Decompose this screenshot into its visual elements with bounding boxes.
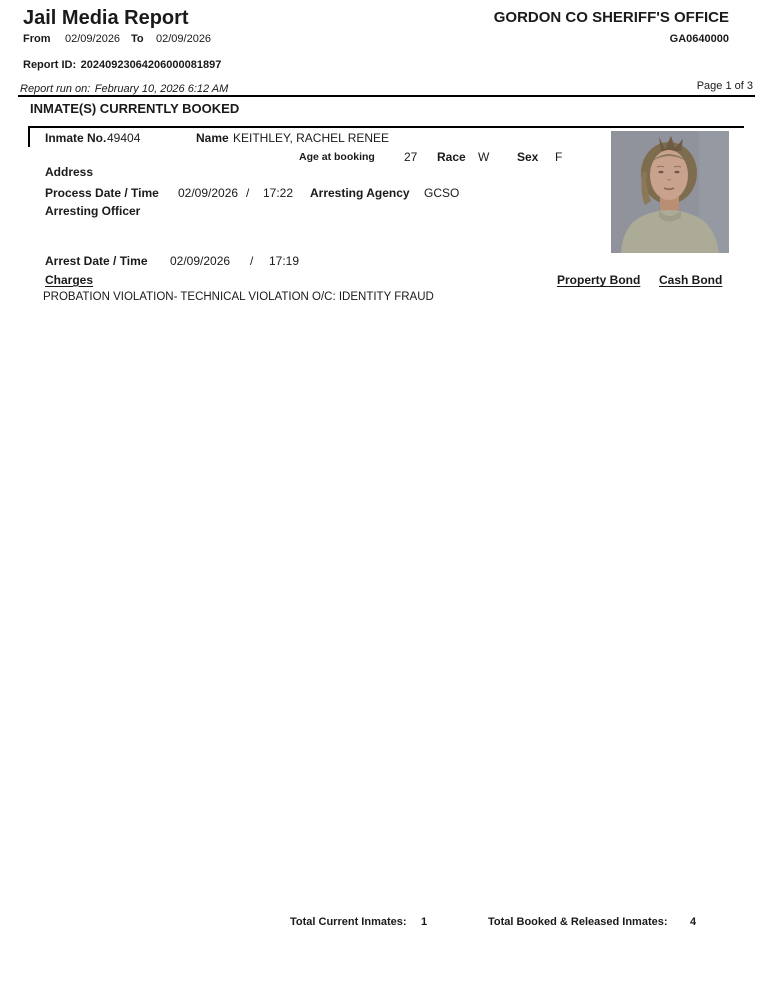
process-time-value: 17:22 xyxy=(263,186,294,200)
arresting-officer-label: Arresting Officer xyxy=(45,204,141,218)
arrest-datetime-label: Arrest Date / Time xyxy=(45,254,148,268)
total-current-value: 1 xyxy=(421,916,428,928)
run-on-value: February 10, 2026 6:12 AM xyxy=(94,83,229,95)
from-value: 02/09/2026 xyxy=(65,33,121,45)
race-value: W xyxy=(478,150,490,164)
office-name: GORDON CO SHERIFF'S OFFICE xyxy=(493,9,729,26)
sex-label: Sex xyxy=(517,150,539,164)
arresting-agency-label: Arresting Agency xyxy=(310,186,410,200)
sex-value: F xyxy=(555,150,563,164)
header-rule xyxy=(18,95,755,97)
age-at-booking-value: 27 xyxy=(404,150,418,164)
report-id-label: Report ID: xyxy=(23,59,77,71)
section-left-tick xyxy=(28,126,30,147)
run-on-label: Report run on: xyxy=(20,83,91,95)
name-label: Name xyxy=(196,131,229,145)
section-title: INMATE(S) CURRENTLY BOOKED xyxy=(30,101,240,116)
total-current-label: Total Current Inmates: xyxy=(290,916,407,928)
process-date-value: 02/09/2026 xyxy=(178,186,239,200)
name-value: KEITHLEY, RACHEL RENEE xyxy=(233,131,390,145)
process-datetime-label: Process Date / Time xyxy=(45,186,159,200)
section-rule xyxy=(28,126,744,128)
process-separator: / xyxy=(246,186,250,200)
property-bond-header: Property Bond xyxy=(557,273,641,287)
arrest-separator: / xyxy=(250,254,254,268)
cash-bond-header: Cash Bond xyxy=(659,273,723,287)
arrest-time-value: 17:19 xyxy=(269,254,300,268)
to-value: 02/09/2026 xyxy=(156,33,212,45)
charges-header: Charges xyxy=(45,273,94,287)
page-number: Page 1 of 3 xyxy=(696,80,753,92)
charge-text: PROBATION VIOLATION- TECHNICAL VIOLATION O/C: IDENTITY FRAUD xyxy=(43,291,434,303)
inmate-no-label: Inmate No. xyxy=(45,131,107,145)
from-label: From xyxy=(23,33,51,45)
report-title: Jail Media Report xyxy=(23,7,189,29)
age-at-booking-label: Age at booking xyxy=(299,151,375,163)
to-label: To xyxy=(131,33,144,45)
race-label: Race xyxy=(437,150,466,164)
report-id-value: 20240923064206000081897 xyxy=(80,59,222,71)
total-booked-value: 4 xyxy=(690,916,697,928)
arrest-date-value: 02/09/2026 xyxy=(170,254,231,268)
inmate-no-value: 49404 xyxy=(107,131,141,145)
total-booked-label: Total Booked & Released Inmates: xyxy=(488,916,668,928)
address-label: Address xyxy=(45,165,94,179)
arresting-agency-value: GCSO xyxy=(424,186,460,200)
report-id xyxy=(23,55,221,73)
inmate-photo xyxy=(611,131,729,253)
office-code: GA0640000 xyxy=(669,33,729,45)
